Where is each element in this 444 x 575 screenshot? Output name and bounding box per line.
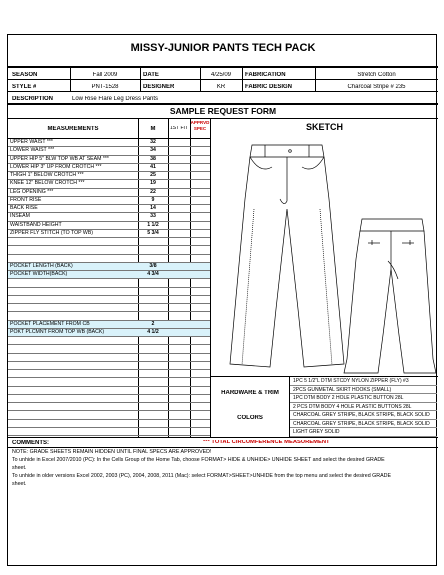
measurement-label: POCKET LENGTH (BACK) <box>10 262 73 269</box>
hardware-trim-label: HARDWARE & TRIM <box>221 390 279 396</box>
note-line: NOTE: GRADE SHEETS REMAIN HIDDEN UNTIL FINAL SPECS ARE APPROVED! <box>12 449 212 455</box>
measurement-label: BACK RISE <box>10 205 38 211</box>
measurement-row <box>8 255 210 263</box>
pants-front-view <box>230 145 344 367</box>
measurement-row <box>8 263 210 271</box>
style-label: STYLE # <box>12 84 37 90</box>
fabric-design-label: FABRIC DESIGN <box>245 84 293 90</box>
measurement-value: 25 <box>150 172 156 178</box>
measurement-value: 5 3/4 <box>147 229 159 236</box>
fabrication-label: FABRICATION <box>245 72 286 78</box>
size-m-header: M <box>150 126 156 132</box>
measurement-label: POCKET WIDTH(BACK) <box>10 271 68 277</box>
measurement-row <box>8 296 210 304</box>
measurement-value: 3/8 <box>149 262 157 269</box>
season-value: Fall 2009 <box>92 72 118 78</box>
measurement-label: INSEAM <box>10 213 30 220</box>
description-label: DESCRIPTION <box>12 96 54 102</box>
measurement-row <box>8 147 210 155</box>
measurement-label: POCKET PLACEMENT FROM CB <box>10 320 90 327</box>
measurement-row <box>8 370 210 378</box>
note-line: sheet. <box>12 465 27 471</box>
measurement-label: LOWER WAIST *** <box>10 147 55 154</box>
measurement-row <box>8 271 210 279</box>
measurement-row <box>8 428 210 436</box>
measurement-row <box>8 378 210 386</box>
total-circumference-note: *** TOTAL CIRCUMFERENCE MEASUREMENT <box>203 440 330 445</box>
measurement-row <box>8 172 210 180</box>
comments-label: COMMENTS: <box>12 440 49 446</box>
measurement-row <box>8 329 210 337</box>
measurement-row <box>8 222 210 230</box>
measurement-row <box>8 411 210 419</box>
colors-label: COLORS <box>237 415 263 421</box>
sketch-title: SKETCH <box>305 123 343 132</box>
measurement-row <box>8 345 210 353</box>
fabrication-value: Stretch Cotton <box>357 72 396 78</box>
hardware-item: CHARCOAL GREY STRIPE, BLACK STRIPE, BLACK SOLID <box>290 411 437 420</box>
measurements-table <box>8 139 211 436</box>
measurement-value: 14 <box>150 205 156 211</box>
measurement-label: KNEE 12" BELOW CROTCH *** <box>10 180 85 187</box>
style-value: PNT-1528 <box>91 84 119 90</box>
measurement-row <box>8 180 210 188</box>
measurement-row <box>8 197 210 205</box>
measurement-row <box>8 321 210 329</box>
measurement-value: 22 <box>150 188 156 195</box>
season-label: SEASON <box>12 72 38 78</box>
measurement-row <box>8 304 210 312</box>
measurement-value: 9 <box>151 196 155 203</box>
measurement-row <box>8 213 210 221</box>
title-divider <box>8 66 438 68</box>
measurement-value: 32 <box>150 139 156 145</box>
measurement-row <box>8 205 210 213</box>
measurement-row <box>8 312 210 320</box>
measurement-row <box>8 238 210 246</box>
designer-label: DESIGNER <box>143 84 175 90</box>
measurement-row <box>8 279 210 287</box>
note-line: sheet. <box>12 481 27 487</box>
measurement-label: THIGH 1" BELOW CROTCH *** <box>10 172 84 178</box>
measurement-label: FRONT RISE <box>10 196 42 203</box>
pants-back-view <box>344 219 436 373</box>
fabric-design-value: Charcoal Stripe # 235 <box>347 84 406 90</box>
measurement-row <box>8 362 210 370</box>
measurement-row <box>8 354 210 362</box>
sample-request-title: SAMPLE REQUEST FORM <box>169 107 277 116</box>
note-line: To unhide in older versions Excel 2002, 2003 (PC), 2004, 2008, 2011 (Mac): select FORMAT>SHEET>UNHIDE from the top menu and select the desired GRADE <box>12 473 392 479</box>
measurement-row <box>8 230 210 238</box>
measurement-row <box>8 395 210 403</box>
date-label: DATE <box>143 72 159 78</box>
measurement-label: UPPER HIP 5" BLW TOP WB AT SEAM *** <box>10 155 109 162</box>
measurement-value: 34 <box>150 147 156 154</box>
measurement-value: 41 <box>150 163 156 170</box>
measurements-header: MEASUREMENTS <box>47 126 99 132</box>
sketch-area <box>212 139 438 375</box>
measurement-value: 38 <box>150 155 156 162</box>
measurement-value: 4 1/2 <box>147 328 159 335</box>
measurement-label: LOWER HIP 3" UP FROM CROTCH *** <box>10 163 102 170</box>
hardware-item: 2PCS GUNMETAL SKIRT HOOKS (SMALL) <box>290 386 437 395</box>
measurement-row <box>8 337 210 345</box>
measurement-row <box>8 156 210 164</box>
hardware-item: 2 PCS DTM BODY 4 HOLE PLASTIC BUTTONS 28L <box>290 403 437 412</box>
color-item: LIGHT GREY SOLID <box>290 428 437 437</box>
measurement-row <box>8 189 210 197</box>
date-value: 4/25/09 <box>210 72 232 78</box>
pants-sketch <box>212 139 438 375</box>
measurement-row <box>8 387 210 395</box>
measurement-row <box>8 139 210 147</box>
description-value: Low Rise Flare Leg Dress Pants <box>72 96 159 102</box>
measurement-row <box>8 288 210 296</box>
measurement-label: WAISTBAND HEIGHT <box>10 221 62 228</box>
measurement-value: 33 <box>150 213 156 220</box>
measurement-value: 1 1/2 <box>147 221 159 228</box>
measurement-label: POKT PLCMNT FROM TOP WB (BACK) <box>10 328 105 335</box>
page-title: MISSY-JUNIOR PANTS TECH PACK <box>130 43 316 54</box>
measurement-label: UPPER WAIST *** <box>10 139 53 145</box>
measurement-row <box>8 246 210 254</box>
measurement-label: ZIPPER FLY STITCH (TO TOP WB) <box>10 229 94 236</box>
measurement-row <box>8 420 210 428</box>
note-line: To unhide in Excel 2007/2010 (PC): In the Cells Group of the Home Tab, choose FORMAT> HIDE & UNHIDE> UNHIDE SHEET and select the desired GRADE <box>12 457 385 463</box>
measurement-row <box>8 164 210 172</box>
spec-header: SPEC <box>193 127 207 131</box>
color-item: CHARCOAL GREY STRIPE, BLACK STRIPE, BLACK SOLID <box>290 420 437 429</box>
measurement-value: 4 3/4 <box>147 271 159 277</box>
measurement-value: 19 <box>150 180 156 187</box>
measurement-row <box>8 403 210 411</box>
measurement-value: 2 <box>151 320 155 327</box>
hardware-item: 1PC 5 1/2"L DTM STCDY NYLON ZIPPER (FLY) #3 <box>290 377 437 386</box>
designer-value: KR <box>216 84 226 90</box>
first-fit-header: 1ST FIT <box>170 126 188 131</box>
apprvd-header: APPRVD <box>190 121 210 125</box>
tech-pack-sheet <box>7 34 437 566</box>
hardware-item: 1PC DTM BODY 2 HOLE PLASTIC BUTTON 28L <box>290 394 437 403</box>
measurement-label: LEG OPENING *** <box>10 188 54 195</box>
